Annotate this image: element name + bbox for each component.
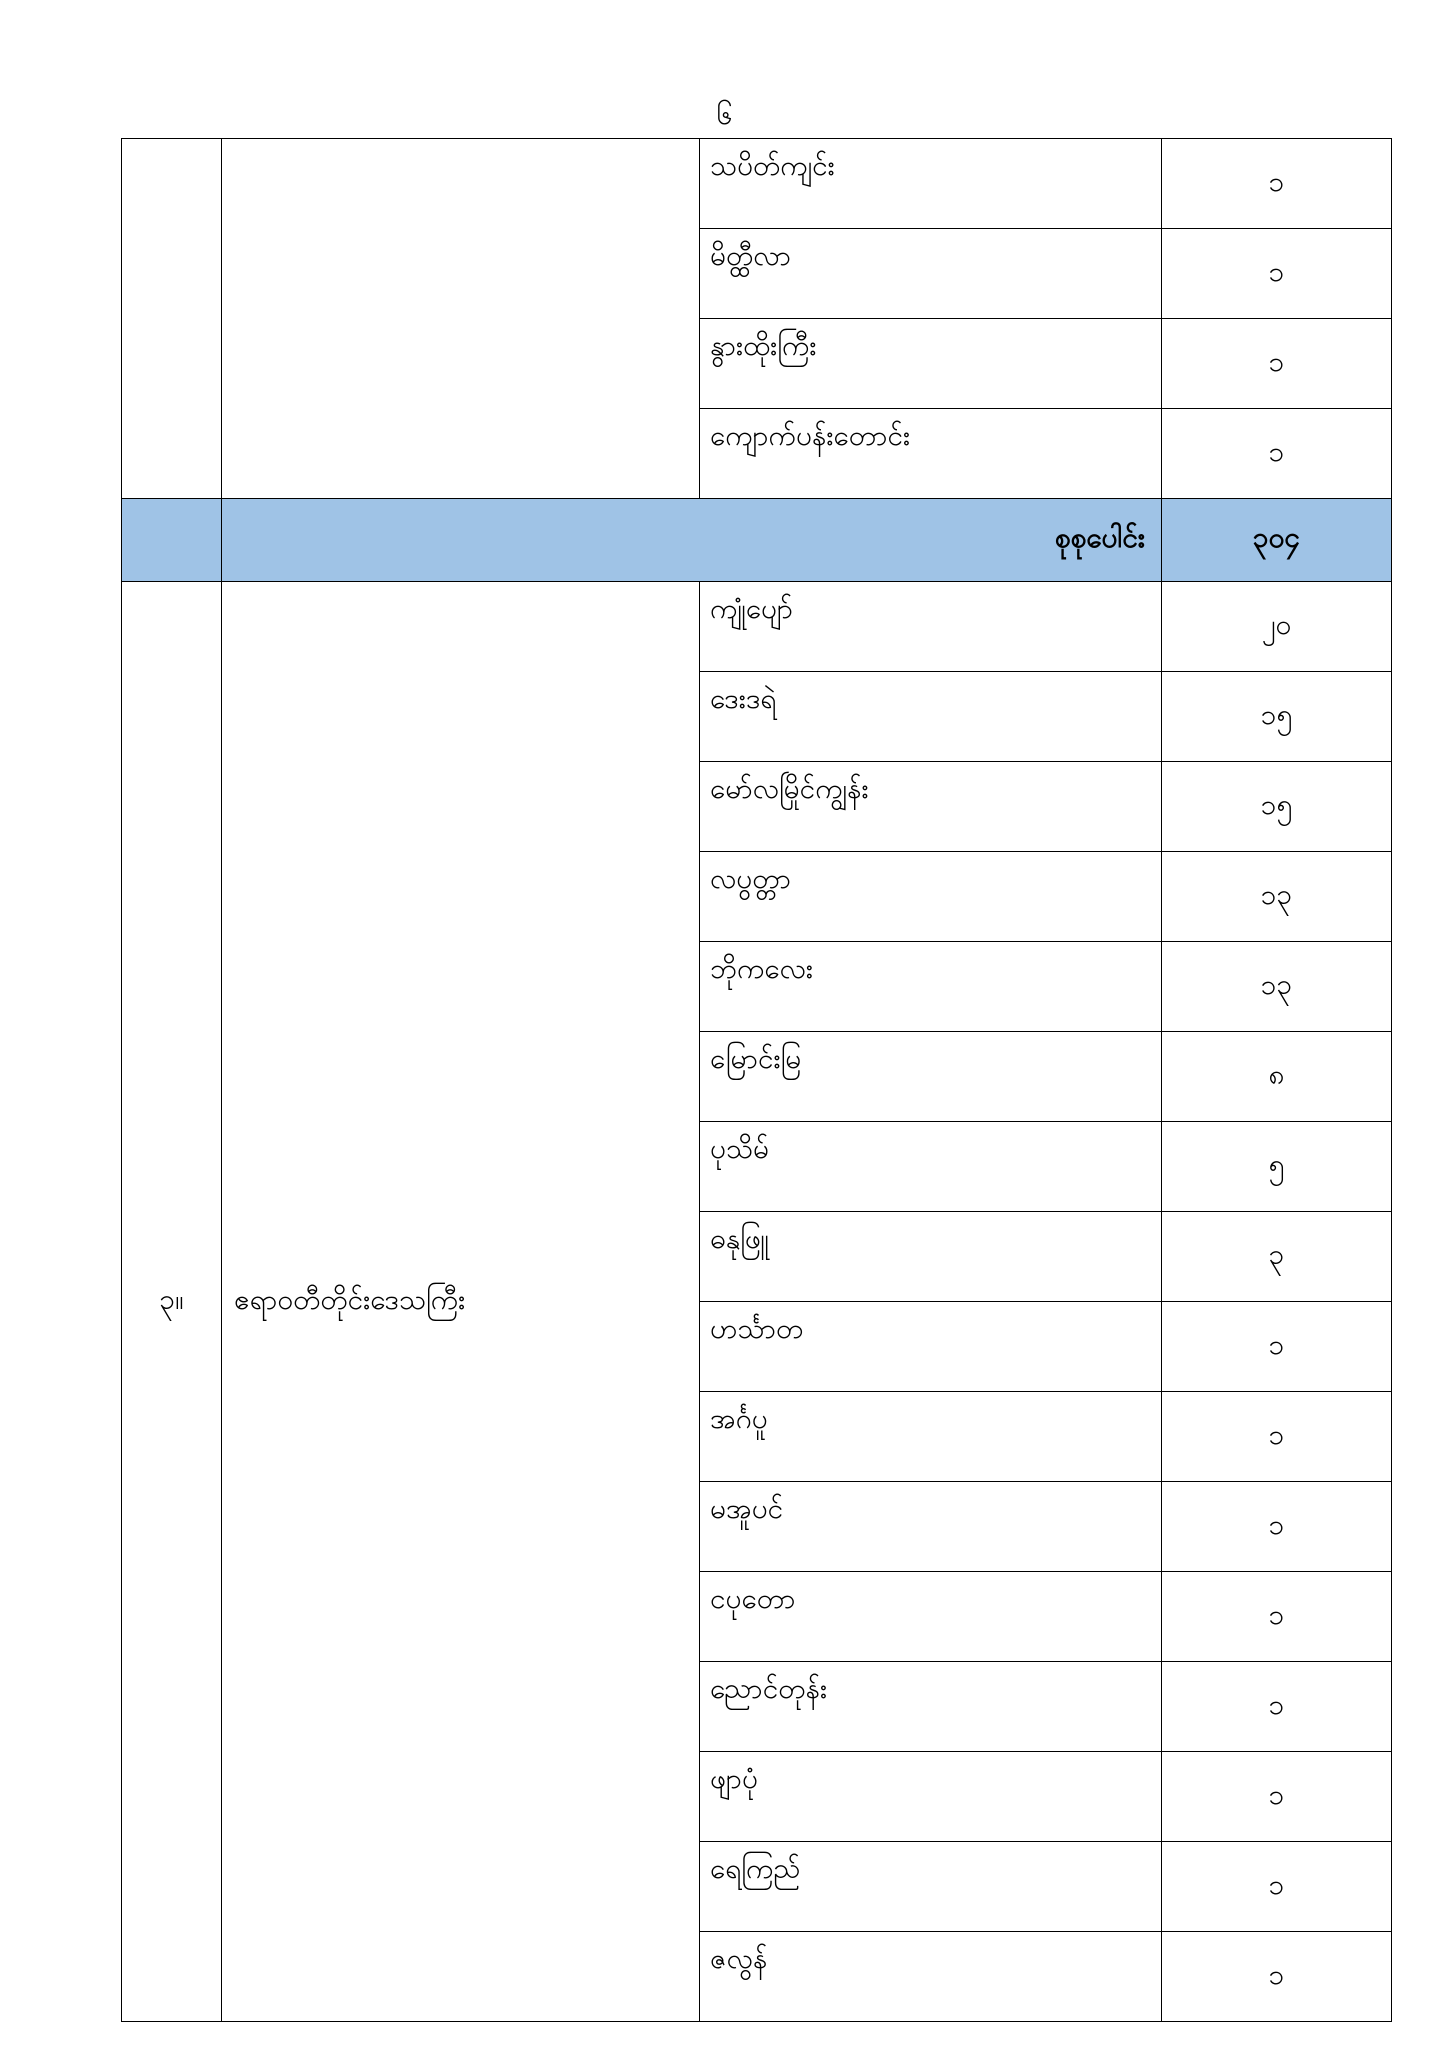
township-count: ၁ bbox=[1162, 1392, 1392, 1482]
township-name: ဟင်္သာတ bbox=[700, 1302, 1162, 1392]
township-name: နွားထိုးကြီး bbox=[700, 319, 1162, 409]
township-name: ငပုတော bbox=[700, 1572, 1162, 1662]
township-count: ၁ bbox=[1162, 1842, 1392, 1932]
township-name: ညောင်တုန်း bbox=[700, 1662, 1162, 1752]
page-number: ၆ bbox=[716, 98, 733, 131]
township-count: ၁ bbox=[1162, 1302, 1392, 1392]
township-name: အင်္ဂပူ bbox=[700, 1392, 1162, 1482]
township-name: မြောင်းမြ bbox=[700, 1032, 1162, 1122]
township-count: ၁ bbox=[1162, 1482, 1392, 1572]
township-name: ဒေးဒရဲ bbox=[700, 672, 1162, 762]
township-name: မိတ္ထီလာ bbox=[700, 229, 1162, 319]
group2-no: ၃။ bbox=[122, 582, 222, 2022]
group1-no-cell bbox=[122, 139, 222, 499]
township-count: ၁ bbox=[1162, 319, 1392, 409]
group2-region: ဧရာဝတီတိုင်းဒေသကြီး bbox=[222, 582, 700, 2022]
township-count: ၁ bbox=[1162, 1662, 1392, 1752]
table-row bbox=[122, 139, 1392, 229]
total-label: စုစုပေါင်း bbox=[222, 499, 1162, 582]
township-name: ကျောက်ပန်းတောင်း bbox=[700, 409, 1162, 499]
township-name: လပွတ္တာ bbox=[700, 852, 1162, 942]
township-name: ပုသိမ် bbox=[700, 1122, 1162, 1212]
total-value: ၃၀၄ bbox=[1162, 499, 1392, 582]
township-name: သပိတ်ကျင်း bbox=[700, 139, 1162, 229]
township-count: ၁ bbox=[1162, 229, 1392, 319]
township-name: ကျုံပျော် bbox=[700, 582, 1162, 672]
township-count: ၁၅ bbox=[1162, 762, 1392, 852]
total-row bbox=[122, 499, 1392, 582]
township-count: ၁ bbox=[1162, 139, 1392, 229]
township-count: ၁၃ bbox=[1162, 942, 1392, 1032]
township-count: ၅ bbox=[1162, 1122, 1392, 1212]
total-empty-cell bbox=[122, 499, 222, 582]
township-name: မအူပင် bbox=[700, 1482, 1162, 1572]
township-count: ၂၀ bbox=[1162, 582, 1392, 672]
township-count: ၃ bbox=[1162, 1212, 1392, 1302]
township-count: ၁၃ bbox=[1162, 852, 1392, 942]
township-name: မော်လမြိုင်ကျွန်း bbox=[700, 762, 1162, 852]
table-row bbox=[122, 582, 1392, 672]
township-count-table bbox=[121, 138, 1392, 2022]
township-count: ၁၅ bbox=[1162, 672, 1392, 762]
township-count: ၁ bbox=[1162, 409, 1392, 499]
township-count: ၁ bbox=[1162, 1572, 1392, 1662]
township-name: ဘိုကလေး bbox=[700, 942, 1162, 1032]
group1-region-cell bbox=[222, 139, 700, 499]
township-name: ဇလွန် bbox=[700, 1932, 1162, 2022]
township-count: ၈ bbox=[1162, 1032, 1392, 1122]
township-name: ရေကြည် bbox=[700, 1842, 1162, 1932]
township-name: ဖျာပုံ bbox=[700, 1752, 1162, 1842]
township-count: ၁ bbox=[1162, 1752, 1392, 1842]
township-count: ၁ bbox=[1162, 1932, 1392, 2022]
township-name: ဓနုဖြူ bbox=[700, 1212, 1162, 1302]
